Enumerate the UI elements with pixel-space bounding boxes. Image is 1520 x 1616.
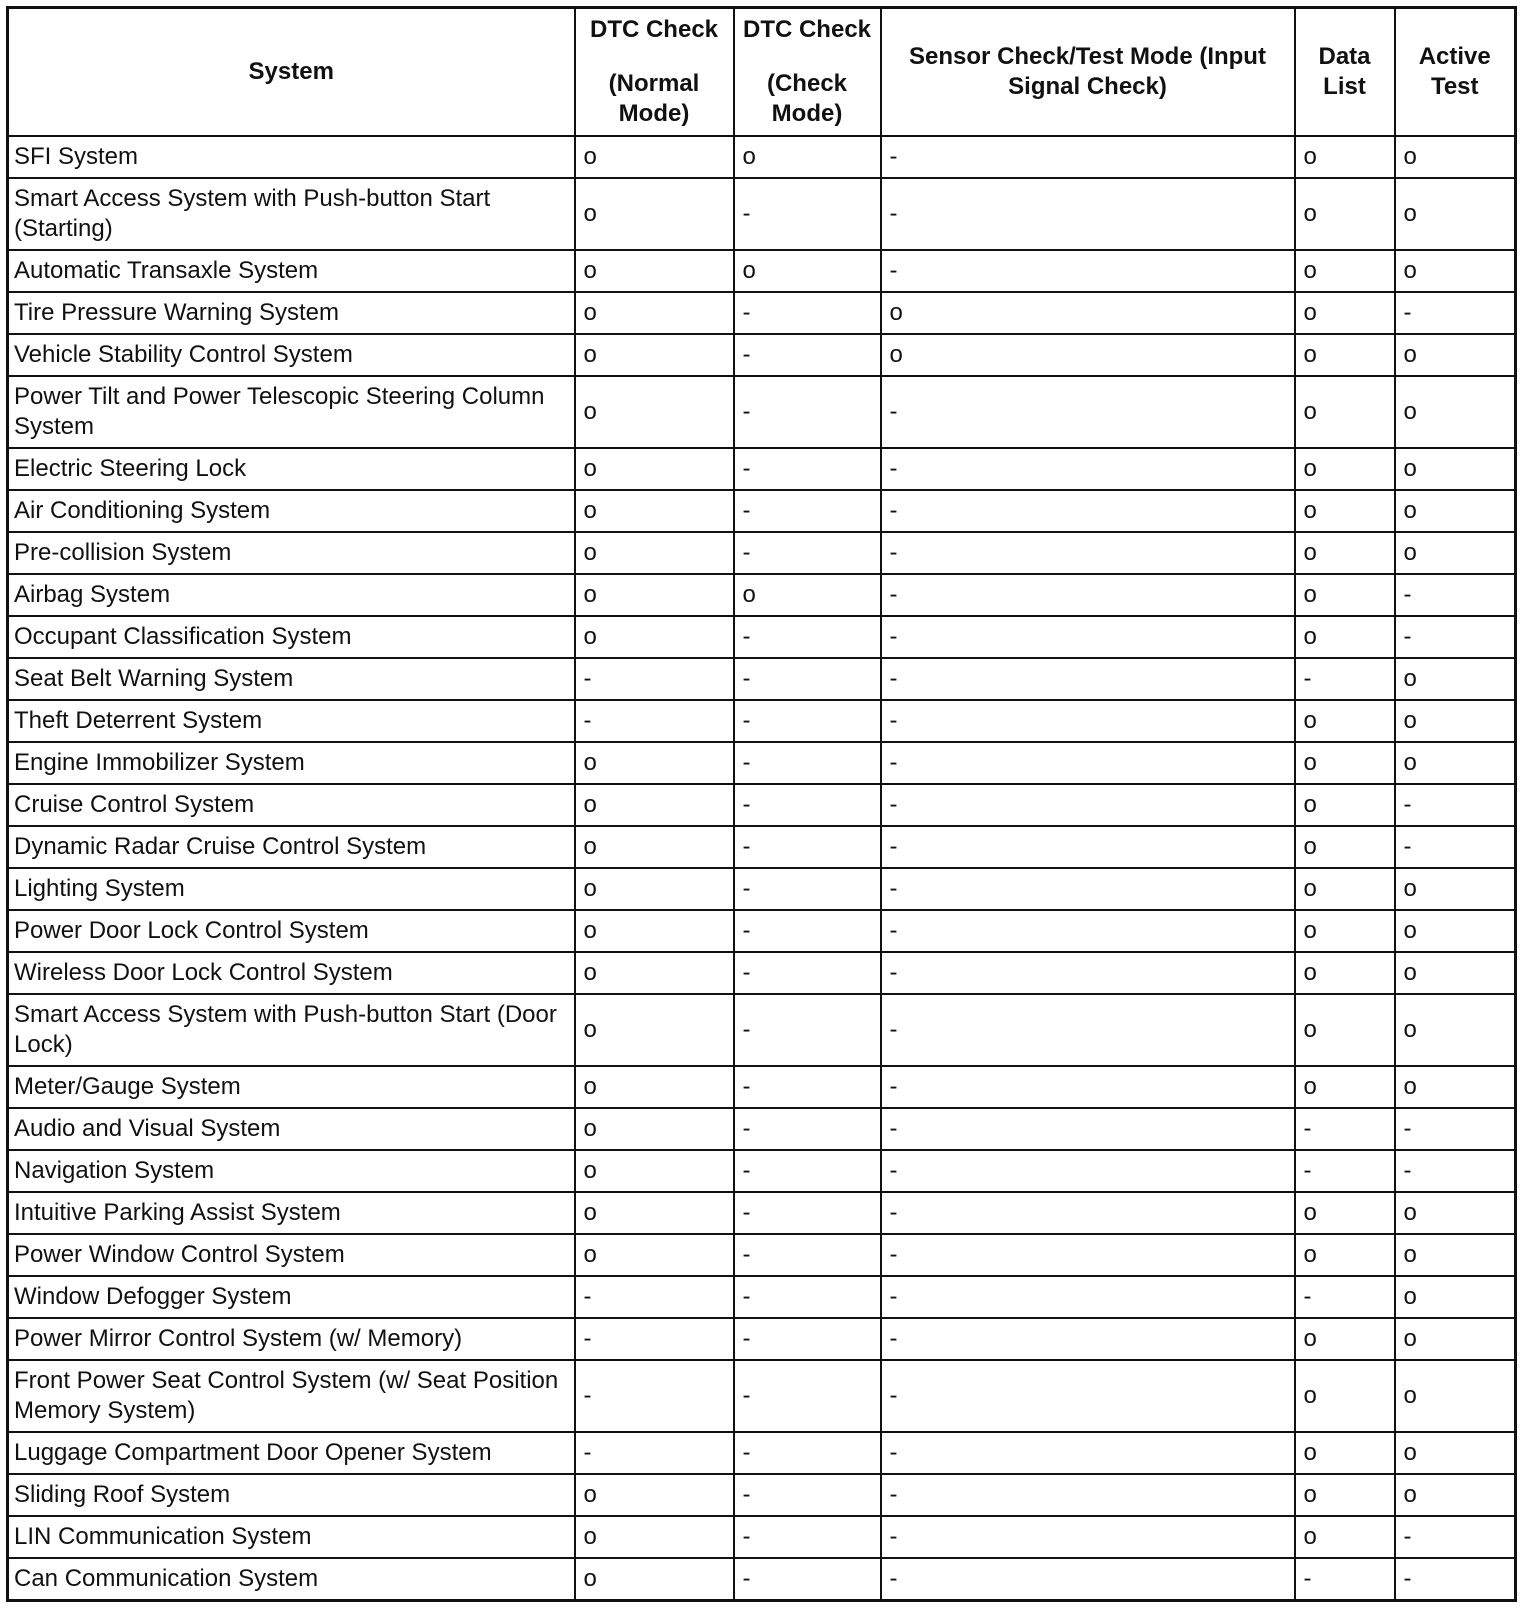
table-row — [8, 910, 1516, 952]
cell-data-list: o — [1295, 1432, 1395, 1474]
cell-dtc-check: - — [734, 1066, 881, 1108]
table-row — [8, 250, 1516, 292]
cell-sensor: - — [881, 742, 1295, 784]
cell-sensor: - — [881, 136, 1295, 178]
table-row — [8, 334, 1516, 376]
cell-active-test: o — [1395, 1234, 1516, 1276]
table-row — [8, 178, 1516, 250]
cell-dtc-check: - — [734, 868, 881, 910]
cell-data-list: o — [1295, 742, 1395, 784]
system-check-table — [6, 6, 1517, 1602]
cell-dtc-check: - — [734, 784, 881, 826]
system-name-cell: Pre-collision System — [8, 532, 575, 574]
cell-active-test: o — [1395, 658, 1516, 700]
table-body — [8, 136, 1516, 1600]
system-name-cell: Seat Belt Warning System — [8, 658, 575, 700]
cell-active-test: o — [1395, 250, 1516, 292]
system-name-cell: Power Door Lock Control System — [8, 910, 575, 952]
cell-dtc-normal: o — [575, 448, 734, 490]
cell-sensor: - — [881, 532, 1295, 574]
table-row — [8, 1432, 1516, 1474]
cell-dtc-check: - — [734, 910, 881, 952]
cell-data-list: o — [1295, 784, 1395, 826]
cell-sensor: - — [881, 1066, 1295, 1108]
cell-dtc-normal: o — [575, 1192, 734, 1234]
cell-data-list: o — [1295, 910, 1395, 952]
cell-active-test: o — [1395, 742, 1516, 784]
cell-sensor: - — [881, 1234, 1295, 1276]
cell-dtc-normal: o — [575, 1108, 734, 1150]
cell-dtc-normal: o — [575, 910, 734, 952]
cell-dtc-normal: o — [575, 868, 734, 910]
cell-dtc-check: o — [734, 136, 881, 178]
header-dtc-check-title: DTC Check — [742, 16, 872, 43]
header-dtc-normal-mode: (Normal Mode) — [608, 70, 700, 127]
system-name-cell: Occupant Classification System — [8, 616, 575, 658]
cell-data-list: o — [1295, 334, 1395, 376]
table-row — [8, 700, 1516, 742]
cell-sensor: - — [881, 952, 1295, 994]
cell-dtc-check: - — [734, 1108, 881, 1150]
cell-dtc-normal: o — [575, 742, 734, 784]
cell-data-list: o — [1295, 448, 1395, 490]
cell-dtc-normal: o — [575, 490, 734, 532]
system-name-cell: Intuitive Parking Assist System — [8, 1192, 575, 1234]
cell-data-list: - — [1295, 1150, 1395, 1192]
table-row — [8, 1234, 1516, 1276]
cell-dtc-check: - — [734, 178, 881, 250]
table-row — [8, 1318, 1516, 1360]
header-system: System — [8, 8, 575, 137]
table-row — [8, 532, 1516, 574]
table-row — [8, 136, 1516, 178]
system-name-cell: Sliding Roof System — [8, 1474, 575, 1516]
cell-dtc-check: - — [734, 334, 881, 376]
cell-active-test: o — [1395, 1066, 1516, 1108]
cell-dtc-check: - — [734, 448, 881, 490]
header-active-test: Active Test — [1395, 8, 1516, 137]
table-row — [8, 994, 1516, 1066]
cell-sensor: - — [881, 1192, 1295, 1234]
cell-active-test: o — [1395, 700, 1516, 742]
system-name-cell: Power Tilt and Power Telescopic Steering Column System — [8, 376, 575, 448]
cell-dtc-check: - — [734, 700, 881, 742]
cell-active-test: o — [1395, 448, 1516, 490]
cell-dtc-normal: - — [575, 1360, 734, 1432]
table-row — [8, 784, 1516, 826]
cell-active-test: o — [1395, 1432, 1516, 1474]
cell-dtc-normal: o — [575, 994, 734, 1066]
cell-dtc-normal: - — [575, 700, 734, 742]
cell-dtc-check: - — [734, 742, 881, 784]
cell-sensor: - — [881, 994, 1295, 1066]
cell-data-list: o — [1295, 574, 1395, 616]
cell-dtc-normal: - — [575, 1276, 734, 1318]
cell-sensor: - — [881, 658, 1295, 700]
system-name-cell: Electric Steering Lock — [8, 448, 575, 490]
cell-sensor: - — [881, 1276, 1295, 1318]
cell-data-list: o — [1295, 250, 1395, 292]
cell-sensor: - — [881, 1432, 1295, 1474]
cell-sensor: - — [881, 1558, 1295, 1600]
system-name-cell: Cruise Control System — [8, 784, 575, 826]
cell-dtc-check: - — [734, 994, 881, 1066]
cell-active-test: o — [1395, 532, 1516, 574]
cell-data-list: o — [1295, 178, 1395, 250]
cell-sensor: - — [881, 1318, 1295, 1360]
cell-data-list: o — [1295, 616, 1395, 658]
cell-dtc-check: - — [734, 490, 881, 532]
cell-dtc-normal: o — [575, 136, 734, 178]
cell-dtc-check: - — [734, 1516, 881, 1558]
cell-dtc-normal: o — [575, 574, 734, 616]
cell-sensor: - — [881, 868, 1295, 910]
cell-data-list: o — [1295, 376, 1395, 448]
cell-sensor: - — [881, 826, 1295, 868]
cell-dtc-normal: o — [575, 334, 734, 376]
cell-dtc-check: - — [734, 1474, 881, 1516]
cell-sensor: - — [881, 1360, 1295, 1432]
cell-active-test: - — [1395, 1150, 1516, 1192]
system-name-cell: Dynamic Radar Cruise Control System — [8, 826, 575, 868]
cell-sensor: - — [881, 250, 1295, 292]
table-row — [8, 1558, 1516, 1600]
cell-active-test: o — [1395, 1318, 1516, 1360]
cell-data-list: - — [1295, 1276, 1395, 1318]
system-name-cell: SFI System — [8, 136, 575, 178]
table-row — [8, 574, 1516, 616]
system-name-cell: Navigation System — [8, 1150, 575, 1192]
cell-data-list: o — [1295, 826, 1395, 868]
cell-data-list: o — [1295, 952, 1395, 994]
table-row — [8, 1192, 1516, 1234]
cell-active-test: o — [1395, 178, 1516, 250]
cell-dtc-check: - — [734, 376, 881, 448]
cell-active-test: - — [1395, 574, 1516, 616]
table-row — [8, 292, 1516, 334]
cell-active-test: o — [1395, 868, 1516, 910]
table-row — [8, 448, 1516, 490]
cell-dtc-normal: o — [575, 616, 734, 658]
cell-sensor: - — [881, 700, 1295, 742]
cell-active-test: - — [1395, 1108, 1516, 1150]
cell-active-test: - — [1395, 1558, 1516, 1600]
table-row — [8, 868, 1516, 910]
system-name-cell: Front Power Seat Control System (w/ Seat Position Memory System) — [8, 1360, 575, 1432]
cell-dtc-check: - — [734, 1318, 881, 1360]
system-name-cell: Audio and Visual System — [8, 1108, 575, 1150]
table-row — [8, 1150, 1516, 1192]
cell-dtc-check: - — [734, 658, 881, 700]
cell-active-test: o — [1395, 490, 1516, 532]
cell-dtc-normal: o — [575, 532, 734, 574]
cell-dtc-normal: o — [575, 376, 734, 448]
cell-sensor: - — [881, 784, 1295, 826]
cell-dtc-check: - — [734, 532, 881, 574]
cell-active-test: - — [1395, 1516, 1516, 1558]
cell-sensor: - — [881, 490, 1295, 532]
system-name-cell: Theft Deterrent System — [8, 700, 575, 742]
table-row — [8, 952, 1516, 994]
cell-active-test: o — [1395, 1276, 1516, 1318]
cell-sensor: - — [881, 376, 1295, 448]
system-name-cell: Engine Immobilizer System — [8, 742, 575, 784]
cell-data-list: o — [1295, 1192, 1395, 1234]
cell-active-test: o — [1395, 910, 1516, 952]
cell-dtc-normal: o — [575, 1234, 734, 1276]
system-name-cell: Smart Access System with Push-button Start (Door Lock) — [8, 994, 575, 1066]
cell-sensor: - — [881, 616, 1295, 658]
table-row — [8, 1474, 1516, 1516]
header-sensor-check: Sensor Check/Test Mode (Input Signal Check) — [881, 8, 1295, 137]
header-dtc-normal-title: DTC Check — [589, 16, 719, 43]
table-row — [8, 826, 1516, 868]
system-name-cell: Lighting System — [8, 868, 575, 910]
cell-data-list: - — [1295, 1108, 1395, 1150]
cell-data-list: o — [1295, 292, 1395, 334]
cell-sensor: - — [881, 178, 1295, 250]
cell-dtc-normal: o — [575, 1558, 734, 1600]
cell-dtc-normal: o — [575, 178, 734, 250]
cell-dtc-normal: o — [575, 1150, 734, 1192]
system-name-cell: Meter/Gauge System — [8, 1066, 575, 1108]
table-row — [8, 1360, 1516, 1432]
cell-sensor: - — [881, 448, 1295, 490]
cell-dtc-normal: o — [575, 826, 734, 868]
header-data-list: Data List — [1295, 8, 1395, 137]
cell-active-test: - — [1395, 292, 1516, 334]
cell-data-list: o — [1295, 1066, 1395, 1108]
table-row — [8, 1516, 1516, 1558]
system-name-cell: Can Communication System — [8, 1558, 575, 1600]
cell-dtc-check: - — [734, 1234, 881, 1276]
cell-dtc-normal: o — [575, 952, 734, 994]
cell-dtc-check: - — [734, 292, 881, 334]
cell-data-list: o — [1295, 136, 1395, 178]
cell-data-list: o — [1295, 994, 1395, 1066]
system-name-cell: Air Conditioning System — [8, 490, 575, 532]
table-row — [8, 742, 1516, 784]
system-name-cell: Power Window Control System — [8, 1234, 575, 1276]
cell-dtc-check: - — [734, 616, 881, 658]
table-row — [8, 376, 1516, 448]
cell-dtc-check: - — [734, 1558, 881, 1600]
cell-data-list: o — [1295, 868, 1395, 910]
cell-data-list: o — [1295, 490, 1395, 532]
system-name-cell: Vehicle Stability Control System — [8, 334, 575, 376]
cell-active-test: - — [1395, 826, 1516, 868]
cell-data-list: o — [1295, 1360, 1395, 1432]
table-header-row — [8, 8, 1516, 137]
system-name-cell: Tire Pressure Warning System — [8, 292, 575, 334]
cell-dtc-check: o — [734, 250, 881, 292]
cell-data-list: o — [1295, 532, 1395, 574]
cell-dtc-normal: - — [575, 1432, 734, 1474]
cell-data-list: o — [1295, 1474, 1395, 1516]
cell-dtc-normal: o — [575, 292, 734, 334]
header-dtc-check-mode: (Check Mode) — [766, 70, 848, 127]
cell-dtc-check: - — [734, 952, 881, 994]
table-row — [8, 490, 1516, 532]
system-name-cell: Wireless Door Lock Control System — [8, 952, 575, 994]
cell-dtc-normal: o — [575, 1066, 734, 1108]
cell-dtc-check: - — [734, 1150, 881, 1192]
cell-dtc-check: - — [734, 1276, 881, 1318]
cell-dtc-check: - — [734, 1360, 881, 1432]
cell-sensor: o — [881, 334, 1295, 376]
cell-data-list: - — [1295, 1558, 1395, 1600]
cell-dtc-check: - — [734, 1432, 881, 1474]
cell-dtc-check: - — [734, 1192, 881, 1234]
cell-data-list: o — [1295, 700, 1395, 742]
cell-data-list: o — [1295, 1318, 1395, 1360]
system-name-cell: LIN Communication System — [8, 1516, 575, 1558]
cell-sensor: - — [881, 574, 1295, 616]
cell-sensor: - — [881, 1474, 1295, 1516]
cell-dtc-normal: o — [575, 250, 734, 292]
cell-active-test: - — [1395, 616, 1516, 658]
system-name-cell: Smart Access System with Push-button Start (Starting) — [8, 178, 575, 250]
table-row — [8, 1066, 1516, 1108]
cell-active-test: o — [1395, 376, 1516, 448]
system-name-cell: Window Defogger System — [8, 1276, 575, 1318]
system-name-cell: Luggage Compartment Door Opener System — [8, 1432, 575, 1474]
cell-dtc-normal: o — [575, 1516, 734, 1558]
cell-sensor: - — [881, 1150, 1295, 1192]
cell-sensor: o — [881, 292, 1295, 334]
cell-data-list: o — [1295, 1516, 1395, 1558]
header-dtc-check — [734, 8, 881, 137]
cell-dtc-normal: - — [575, 1318, 734, 1360]
table-row — [8, 616, 1516, 658]
cell-dtc-check: - — [734, 826, 881, 868]
cell-data-list: - — [1295, 658, 1395, 700]
cell-active-test: o — [1395, 994, 1516, 1066]
cell-dtc-normal: - — [575, 658, 734, 700]
system-name-cell: Power Mirror Control System (w/ Memory) — [8, 1318, 575, 1360]
cell-dtc-normal: o — [575, 1474, 734, 1516]
table-row — [8, 1276, 1516, 1318]
table-row — [8, 658, 1516, 700]
cell-active-test: o — [1395, 1474, 1516, 1516]
header-dtc-normal — [575, 8, 734, 137]
cell-active-test: o — [1395, 1360, 1516, 1432]
cell-sensor: - — [881, 1108, 1295, 1150]
cell-active-test: o — [1395, 334, 1516, 376]
cell-active-test: - — [1395, 784, 1516, 826]
system-name-cell: Airbag System — [8, 574, 575, 616]
cell-sensor: - — [881, 910, 1295, 952]
system-name-cell: Automatic Transaxle System — [8, 250, 575, 292]
cell-sensor: - — [881, 1516, 1295, 1558]
table-row — [8, 1108, 1516, 1150]
cell-data-list: o — [1295, 1234, 1395, 1276]
cell-active-test: o — [1395, 952, 1516, 994]
cell-dtc-normal: o — [575, 784, 734, 826]
cell-active-test: o — [1395, 1192, 1516, 1234]
cell-active-test: o — [1395, 136, 1516, 178]
cell-dtc-check: o — [734, 574, 881, 616]
